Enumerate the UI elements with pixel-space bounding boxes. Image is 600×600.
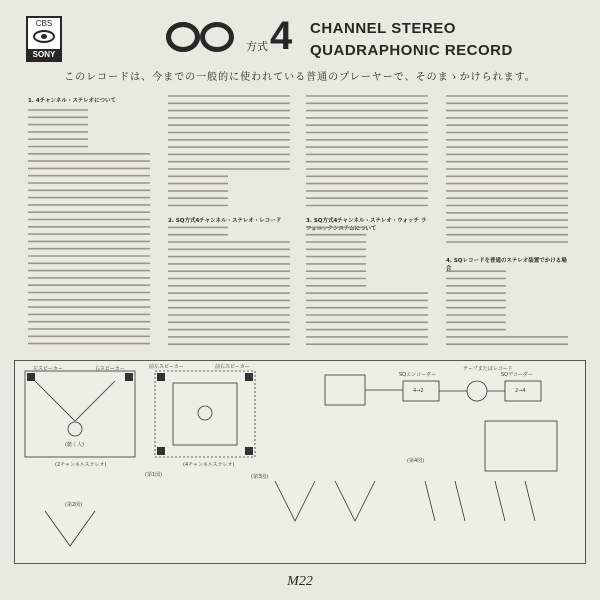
label-listener: (聴く人) (65, 442, 84, 448)
label-tape-record: テープまたはレコード (463, 366, 513, 372)
speaker-5 (157, 447, 165, 455)
title-line-1: CHANNEL STEREO (310, 20, 456, 37)
caption-fig3: (第3図) (251, 474, 269, 480)
caption-fig4: (第4図) (407, 458, 425, 464)
subtitle: このレコードは、今までの一般的に使われている普通のプレーヤーで、そのまゝかけられます。 (64, 72, 536, 83)
logo-bottom-text: SONY (28, 49, 60, 60)
caption-fig1: (第1図) (145, 472, 163, 478)
column-heading: 3. SQ方式4チャンネル・ステレオ・ウォッチ ラフォニックシステムについて (306, 218, 427, 232)
label-right-speaker: 右スピーカー (95, 366, 125, 372)
catalog-number: M22 (287, 574, 313, 589)
speaker-4 (245, 373, 253, 381)
speaker-3 (157, 373, 165, 381)
diagram-panel (14, 360, 586, 564)
label-decoder: SQデコーダー (501, 372, 533, 378)
caption-2ch: (2チャンネルステレオ) (55, 462, 107, 468)
source-block (325, 375, 365, 405)
groove-c (45, 511, 95, 546)
logo-top-text: CBS (35, 19, 53, 28)
caption-fig2: (第2図) (65, 502, 83, 508)
listener-head-2ch (68, 422, 82, 436)
sound-field-2ch (35, 381, 115, 421)
title-line-2: QUADRAPHONIC RECORD (310, 42, 513, 59)
speaker-6 (245, 447, 253, 455)
groove-b (335, 481, 375, 521)
hoshiki-label: 方式 (246, 40, 268, 53)
label-ratio-b: 2→4 (515, 388, 526, 394)
column-heading: 2. SQ方式4チャンネル・ステレオ・レコード (168, 218, 282, 224)
signal-lines (365, 390, 505, 391)
speaker-2 (125, 373, 133, 381)
column-heading: 1. 4チャンネル・ステレオについて (28, 98, 116, 104)
label-front-right: 前右スピーカー (215, 364, 250, 370)
sound-field-4ch (173, 383, 237, 445)
label-front-left: 前左スピーカー (149, 364, 184, 370)
label-left-speaker: 左スピーカー (33, 366, 63, 372)
column-heading: 4. SQレコードを普通のステレオ装置でかける場合 (446, 258, 567, 272)
label-ratio-a: 4→2 (413, 388, 424, 394)
label-encoder: SQエンコーダー (399, 372, 437, 378)
listener-head-4ch (198, 406, 212, 420)
caption-4ch: (4チャンネルステレオ) (183, 462, 235, 468)
channel-number: 4 (270, 14, 293, 58)
groove-a (275, 481, 315, 521)
amplifier-block (485, 421, 557, 471)
room-4ch (155, 371, 255, 457)
groove-d (425, 481, 535, 521)
speaker-1 (27, 373, 35, 381)
record-disc (467, 381, 487, 401)
